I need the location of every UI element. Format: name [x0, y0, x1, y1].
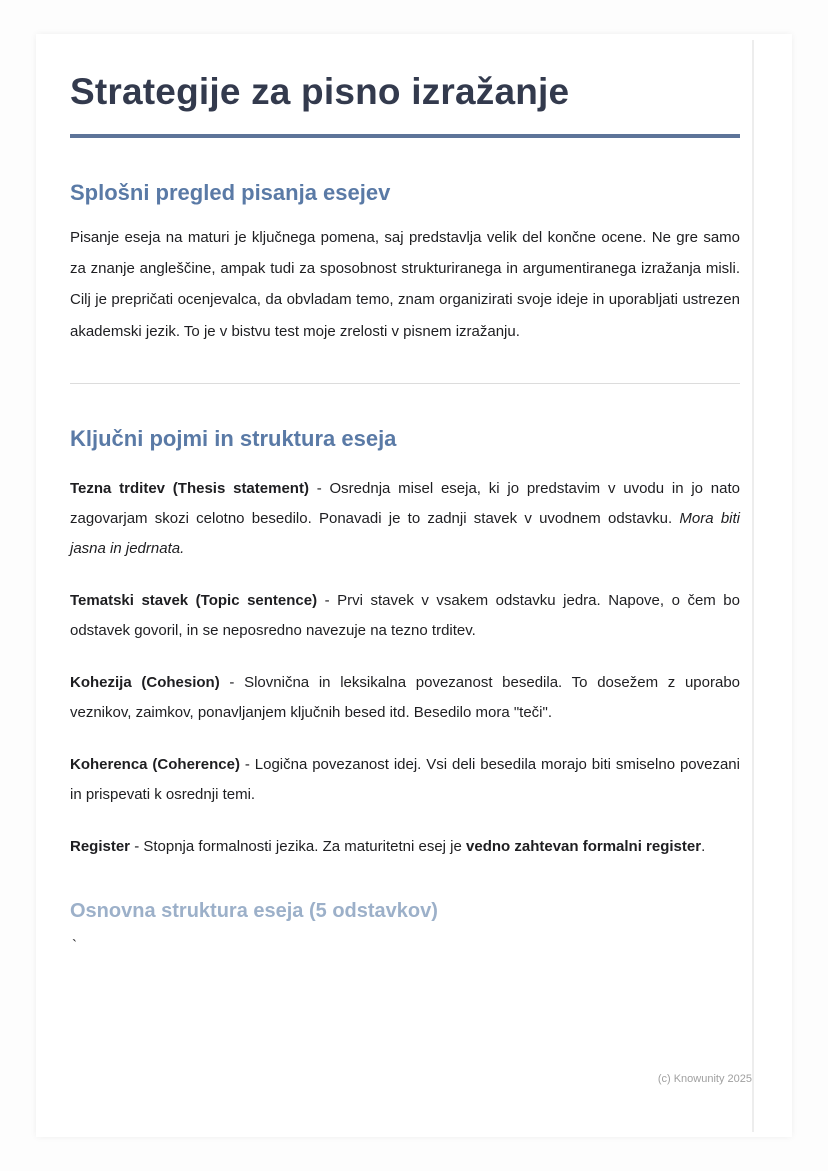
- term-lead: Koherenca (Coherence): [70, 755, 240, 773]
- term-tail: .: [701, 837, 706, 855]
- stray-backtick: `: [72, 936, 77, 954]
- section-divider: [70, 383, 740, 384]
- term-body: - Slovnična in leksikalna povezanost besedila. To dosežem z uporabo veznikov, zaimkov, ponavljanjem ključnih besed itd. Besedilo mora "teči".: [70, 673, 741, 721]
- overview-paragraph: Pisanje eseja na maturi je ključnega pomena, saj predstavlja velik del končne ocene. Ne gre samo za znanje angleščine, ampak tudi za sposobnost strukturiranega in argumentiranega izražanja misli. Cilj je prepričati ocenjevalca, da obvladam temo, znam organizirati svoje ideje in uporabljati ustrezen akademski jezik. To je v bistvu test moje zrelosti v pisnem izražanju.: [70, 229, 740, 340]
- section-heading-overview: Splošni pregled pisanja esejev: [70, 180, 391, 206]
- term-register: [70, 832, 740, 862]
- term-lead: Kohezija (Cohesion): [70, 673, 220, 691]
- term-topic-sentence: [70, 586, 740, 646]
- document-page: [36, 34, 792, 1137]
- title-rule: [70, 134, 740, 138]
- term-body: - Logična povezanost idej. Vsi deli besedila morajo biti smiselno povezani in prispevati k osrednji temi.: [70, 755, 740, 803]
- sub-heading-structure: Osnovna struktura eseja (5 odstavkov): [70, 899, 438, 922]
- term-lead: Register: [70, 837, 131, 855]
- section-heading-key-concepts: Ključni pojmi in struktura eseja: [70, 425, 397, 451]
- footer-credit: (c) Knowunity 2025: [657, 1073, 752, 1085]
- term-body: - Osrednja misel eseja, ki jo predstavim v uvodu in jo nato zagovarjam skozi celotno besedilo. Ponavadi je to zadnji stavek v uvodnem odstavku.: [70, 479, 740, 527]
- term-thesis-statement: [70, 474, 740, 564]
- term-italic-note: Mora biti jasna in jedrnata.: [70, 509, 740, 557]
- term-lead: Tezna trditev (Thesis statement): [70, 479, 309, 497]
- term-cohesion: [70, 668, 740, 728]
- term-body: - Prvi stavek v vsakem odstavku jedra. Napove, o čem bo odstavek govoril, in se neposredno navezuje na tezno trditev.: [70, 591, 740, 639]
- document-content: [70, 70, 740, 954]
- term-bold-phrase: vedno zahtevan formalni register: [466, 837, 702, 855]
- page-title: Strategije za pisno izražanje: [70, 71, 570, 112]
- term-body: - Stopnja formalnosti jezika. Za maturitetni esej je: [130, 837, 467, 855]
- page-edge-line: [752, 40, 754, 1132]
- term-coherence: [70, 750, 740, 810]
- term-lead: Tematski stavek (Topic sentence): [70, 591, 318, 609]
